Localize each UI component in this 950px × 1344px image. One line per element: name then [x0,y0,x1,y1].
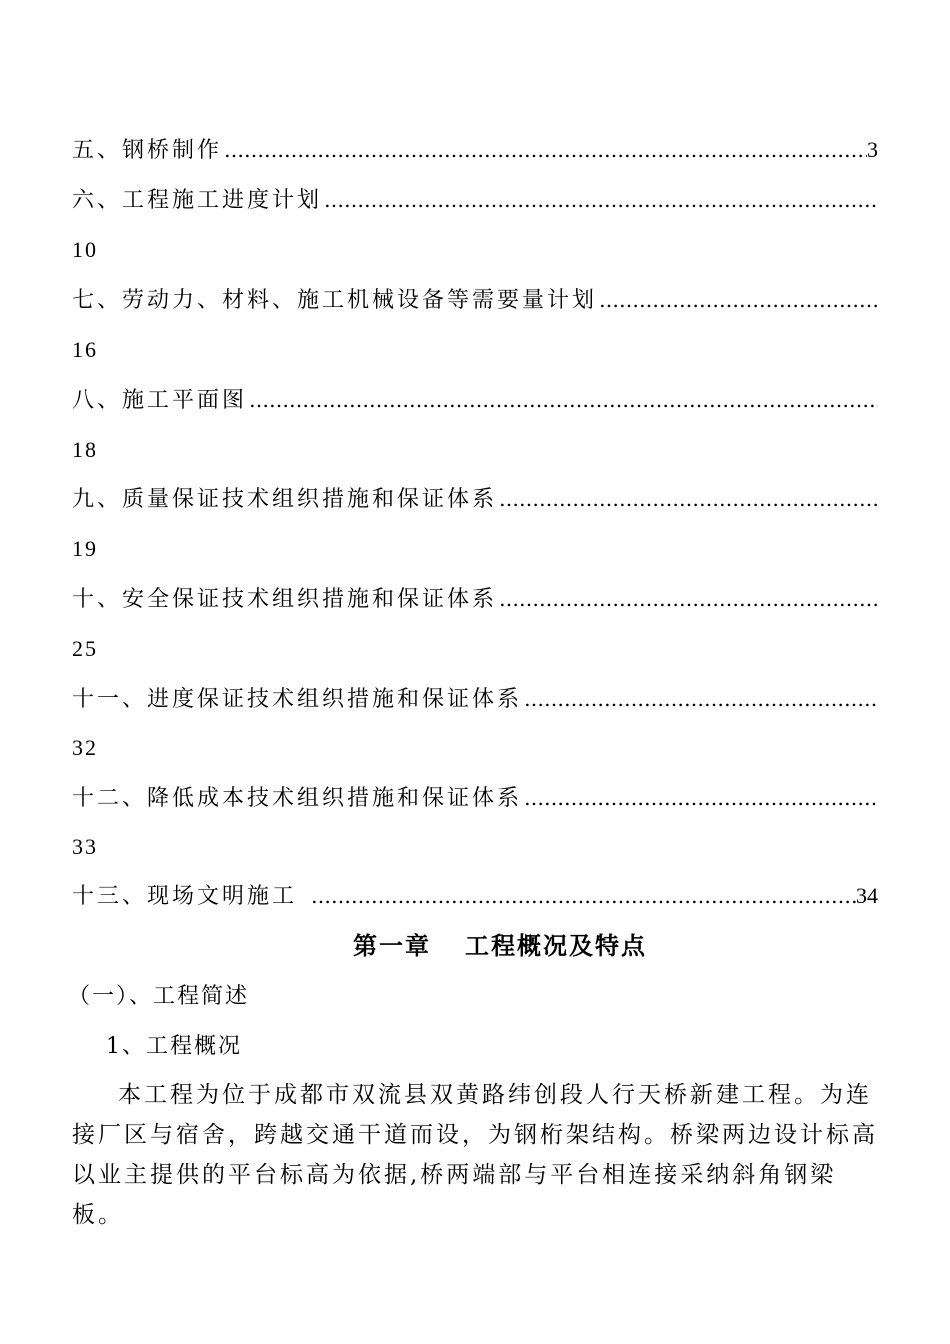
toc-entry-title: 九、质量保证技术组织措施和保证体系 [72,487,498,512]
toc-entry-page: 34 [856,883,878,908]
chapter-number: 第一章 [353,932,431,960]
toc-entry-page: 3 [867,137,878,162]
chapter-name: 工程概况及特点 [465,932,647,960]
paragraph-line: 以业主提供的平台标高为依据,桥两端部与平台相连接采纳斜角钢梁板。 [72,1162,837,1228]
toc-entry[interactable] [72,285,878,316]
paragraph-line: 接厂区与宿舍，跨越交通干道而设，为钢桁架结构。桥梁两边设计标高 [72,1122,878,1148]
toc-entry-title: 十、安全保证技术组织措施和保证体系 [72,587,498,612]
toc-leader-dots [499,584,878,614]
section-heading: （一）、工程简述 [68,984,250,1009]
toc-entry-title: 十一、进度保证技术组织措施和保证体系 [72,687,523,712]
body-paragraph [72,1075,882,1235]
toc-leader-dots [499,484,878,514]
toc-entry-page: 25 [72,636,98,661]
toc-leader-dots [599,285,878,315]
toc-entry-title: 五、钢桥制作 [72,138,223,163]
toc-entry[interactable] [72,484,878,515]
toc-entry-title: 十三、现场文明施工 [72,884,298,909]
chapter-title [0,930,950,962]
toc-entry-title: 十二、降低成本技术组织措施和保证体系 [72,786,523,811]
toc-entry-title: 八、施工平面图 [72,388,248,413]
toc-entry[interactable] [72,185,878,216]
toc-leader-dots [324,185,878,215]
toc-entry-page: 16 [72,337,98,362]
paragraph-line: 本工程为位于成都市双流县双黄路纬创段人行天桥新建工程。为连 [118,1082,872,1108]
toc-entry[interactable] [72,684,878,715]
toc-entry-page: 10 [72,237,98,262]
toc-entry-page: 33 [72,834,98,859]
toc-leader-dots [524,783,878,813]
toc-leader-dots [224,135,867,165]
toc-entry[interactable] [72,881,878,912]
toc-entry-title: 六、工程施工进度计划 [72,188,323,213]
toc-entry-page: 32 [72,735,98,760]
toc-leader-dots [311,881,856,911]
subsection-heading: 1、工程概况 [106,1034,242,1059]
toc-entry[interactable] [72,783,878,814]
toc-entry-page: 18 [72,437,98,462]
toc-leader-dots [524,684,878,714]
toc-entry[interactable] [72,385,878,416]
toc-entry[interactable] [72,135,878,166]
toc-entry[interactable] [72,584,878,615]
toc-entry-page: 19 [72,536,98,561]
toc-entry-title: 七、劳动力、材料、施工机械设备等需要量计划 [72,288,598,313]
toc-leader-dots [249,385,878,415]
